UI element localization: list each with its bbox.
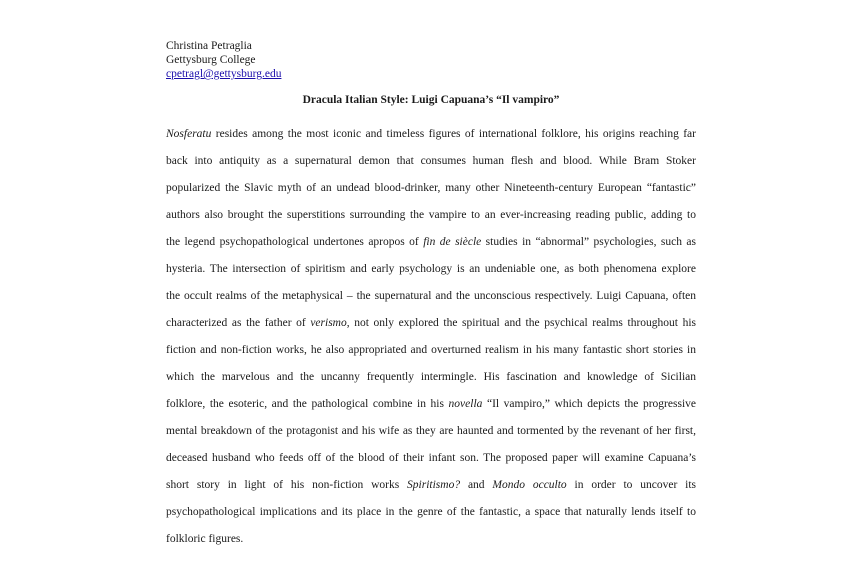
- line-text: , not only explored the spiritual and the psychical realms throughout his: [346, 317, 696, 329]
- line-text: resides among the most iconic and timeless figures of international folklore, his origins reaching far: [211, 128, 696, 140]
- abstract-line: [166, 472, 696, 499]
- italic-term: Mondo occulto: [492, 479, 567, 491]
- abstract-line: [166, 418, 696, 445]
- abstract-line: [166, 337, 696, 364]
- abstract-line: [166, 526, 696, 553]
- italic-term: Spiritismo?: [407, 479, 461, 491]
- paper-title: Dracula Italian Style: Luigi Capuana’s “Il vampiro”: [302, 94, 560, 106]
- abstract-line: [166, 121, 696, 148]
- abstract-line: [166, 391, 696, 418]
- abstract-line: [166, 283, 696, 310]
- line-text: “Il vampiro,” which depicts the progressive: [482, 398, 696, 410]
- abstract-line: [166, 202, 696, 229]
- line-text: deceased husband who feeds off of the blood of their infant son. The proposed paper will examine Capuana’s: [166, 452, 696, 464]
- abstract-line: [166, 148, 696, 175]
- line-text: authors also brought the superstitions surrounding the vampire to an ever-increasing reading public, adding to: [166, 209, 696, 221]
- abstract-line: [166, 175, 696, 202]
- line-text: studies in “abnormal” psychologies, such as: [481, 236, 696, 248]
- author-institution: Gettysburg College: [166, 54, 256, 66]
- line-text: characterized as the father of: [166, 317, 311, 329]
- abstract-line: [166, 229, 696, 256]
- line-text: in order to uncover its: [566, 479, 696, 491]
- author-email-link[interactable]: cpetragl@gettysburg.edu: [166, 68, 282, 80]
- line-text: hysteria. The intersection of spiritism and early psychology is an undeniable one, as both phenomena explore: [166, 263, 696, 275]
- line-text: the occult realms of the metaphysical – the supernatural and the unconscious respectively. Luigi Capuana, often: [166, 290, 696, 302]
- line-text: folkloric figures.: [166, 533, 244, 545]
- line-text: mental breakdown of the protagonist and his wife as they are haunted and tormented by the revenant of her first,: [166, 425, 696, 437]
- line-text: which the marvelous and the uncanny frequently intermingle. His fascination and knowledge of Sicilian: [166, 371, 696, 383]
- abstract-line: [166, 445, 696, 472]
- author-header: [166, 39, 281, 81]
- italic-term: Nosferatu: [166, 128, 212, 140]
- abstract-line: [166, 499, 696, 526]
- line-text: popularized the Slavic myth of an undead blood-drinker, many other Nineteenth-century European “fantastic”: [166, 182, 696, 194]
- italic-term: fin de siècle: [423, 236, 482, 248]
- line-text: the legend psychopathological undertones apropos of: [166, 236, 424, 248]
- abstract-line: [166, 364, 696, 391]
- italic-term: novella: [448, 398, 483, 410]
- line-text: fiction and non-fiction works, he also appropriated and overturned realism in his many fantastic short stories in: [166, 344, 696, 356]
- line-text: psychopathological implications and its place in the genre of the fantastic, a space that naturally lends itself to: [166, 506, 696, 518]
- abstract-line: [166, 310, 696, 337]
- abstract-body: [166, 121, 696, 553]
- author-name: Christina Petraglia: [166, 40, 252, 52]
- line-text: and: [460, 479, 493, 491]
- line-text: folklore, the esoteric, and the pathological combine in his: [166, 398, 449, 410]
- italic-term: verismo: [310, 317, 347, 329]
- line-text: short story in light of his non-fiction works: [166, 479, 408, 491]
- abstract-line: [166, 256, 696, 283]
- line-text: back into antiquity as a supernatural demon that consumes human flesh and blood. While Bram Stoker: [166, 155, 696, 167]
